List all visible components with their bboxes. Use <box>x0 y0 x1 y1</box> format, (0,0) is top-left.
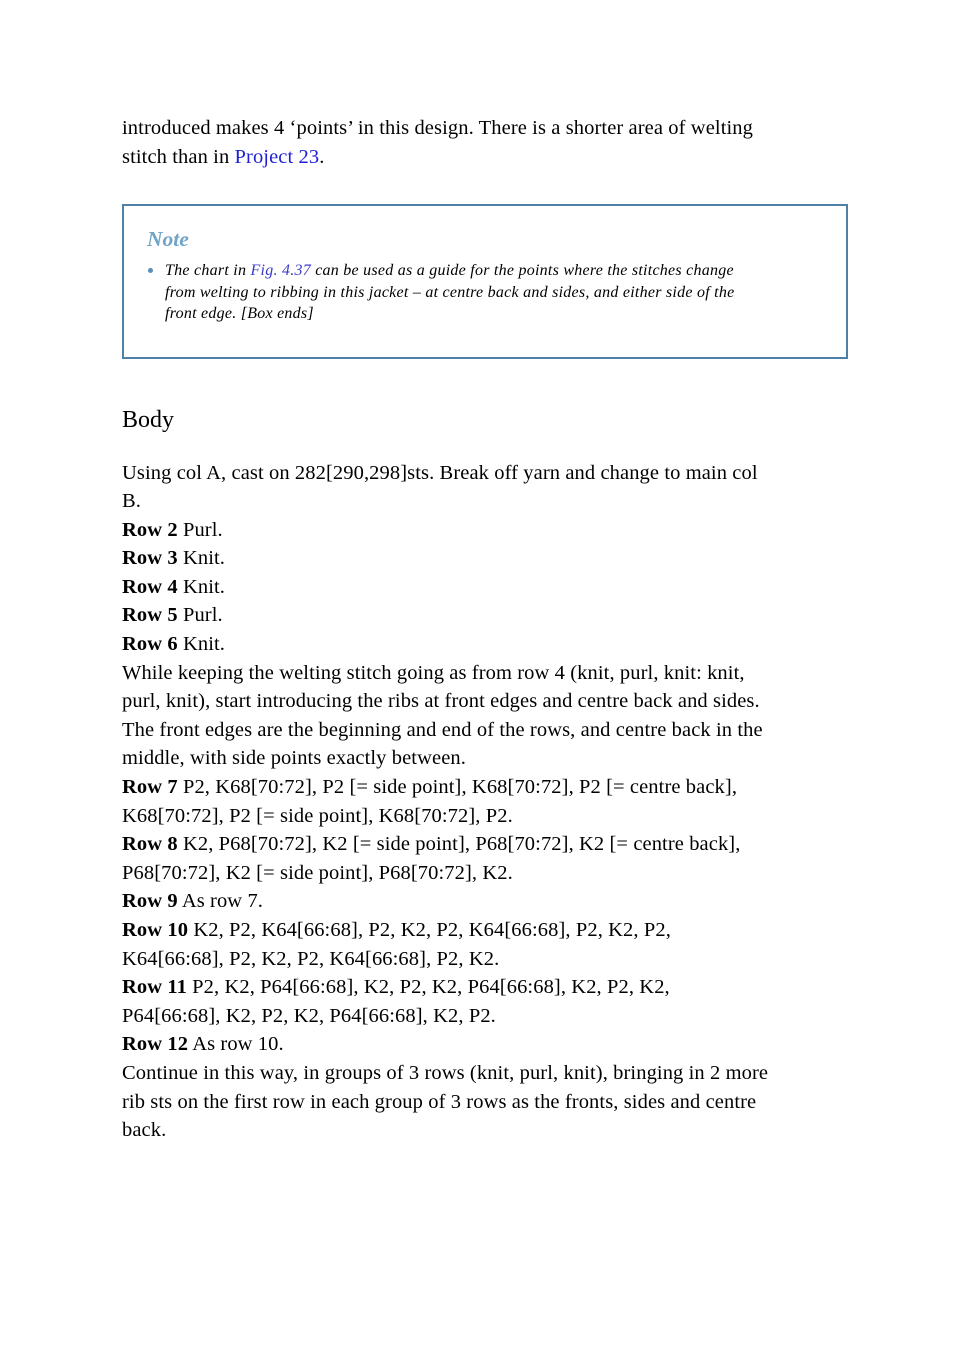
note-heading: Note <box>147 227 189 251</box>
pattern-text: Continue in this way, in groups of 3 rows (knit, purl, knit), bringing in 2 more <box>122 1061 769 1084</box>
pattern-line <box>122 487 852 516</box>
row-label: Row 3 <box>122 547 178 570</box>
pattern-line <box>122 887 852 916</box>
pattern-text: Knit. <box>177 547 226 570</box>
pattern-line <box>122 1002 852 1031</box>
pattern-text: P64[66:68], K2, P2, K2, P64[66:68], K2, P2. <box>122 1004 496 1027</box>
pattern-line <box>122 916 852 945</box>
note-text-line: from welting to ribbing in this jacket – at centre back and sides, and either side of the <box>165 283 735 301</box>
fig-4-37-link[interactable]: Fig. 4.37 <box>250 262 311 279</box>
pattern-text: Purl. <box>177 604 223 627</box>
pattern-text: K2, P2, K64[66:68], P2, K2, P2, K64[66:68], P2, K2, P2, <box>188 919 671 941</box>
pattern-line <box>122 687 852 716</box>
project-23-link[interactable]: Project 23 <box>234 146 320 168</box>
pattern-line <box>122 1030 852 1059</box>
pattern-line <box>122 744 852 773</box>
pattern-line <box>122 459 852 488</box>
note-text-line <box>165 260 822 282</box>
note-box <box>122 204 848 359</box>
pattern-text: purl, knit), start introducing the ribs at front edges and centre back and sides. <box>122 690 760 713</box>
pattern-line <box>122 802 852 831</box>
pattern-text: rib sts on the first row in each group of 3 rows as the fronts, sides and centre <box>122 1090 757 1113</box>
intro-paragraph <box>122 114 852 172</box>
pattern-line <box>122 544 852 573</box>
pattern-line <box>122 516 852 545</box>
pattern-line <box>122 573 852 602</box>
pattern-text: Purl. <box>177 518 223 541</box>
note-text: can be used as a guide for the points where the stitches change <box>310 262 734 279</box>
row-label: Row 4 <box>122 575 178 598</box>
intro-line: introduced makes 4 ‘points’ in this design. There is a shorter area of welting <box>122 117 753 139</box>
pattern-line <box>122 1116 852 1145</box>
document-page <box>0 114 970 1369</box>
pattern-text: B. <box>122 490 141 513</box>
pattern-text: back. <box>122 1119 167 1142</box>
row-label: Row 12 <box>122 1033 189 1056</box>
note-text-line: front edge. [Box ends] <box>165 305 314 322</box>
intro-line <box>122 143 852 172</box>
pattern-line <box>122 716 852 745</box>
pattern-text: Using col A, cast on 282[290,298]sts. Break off yarn and change to main col <box>122 461 758 484</box>
pattern-text: As row 7. <box>177 890 264 913</box>
row-label: Row 7 <box>122 776 178 799</box>
pattern-line <box>122 630 852 659</box>
pattern-line <box>122 859 852 888</box>
pattern-text: As row 10. <box>188 1033 284 1056</box>
pattern-text: middle, with side points exactly between. <box>122 747 466 770</box>
pattern-line <box>122 773 852 802</box>
row-label: Row 6 <box>122 633 178 656</box>
pattern-text: While keeping the welting stitch going as from row 4 (knit, purl, knit: knit, <box>122 661 745 684</box>
row-label: Row 10 <box>122 919 189 941</box>
pattern-text: K64[66:68], P2, K2, P2, K64[66:68], P2, K2. <box>122 947 500 970</box>
intro-text: . <box>319 146 325 168</box>
note-text: The chart in <box>165 262 251 279</box>
note-list <box>145 260 822 325</box>
body-heading: Body <box>122 406 175 433</box>
pattern-line <box>122 659 852 688</box>
pattern-text: The front edges are the beginning and end of the rows, and centre back in the <box>122 718 763 741</box>
pattern-instructions <box>122 459 852 1145</box>
note-list-item <box>145 260 822 325</box>
pattern-text: K2, P68[70:72], K2 [= side point], P68[70:72], K2 [= centre back], <box>177 833 741 856</box>
intro-text: stitch than in <box>122 146 235 168</box>
row-label: Row 2 <box>122 518 178 541</box>
row-label: Row 11 <box>122 976 187 999</box>
bullet-icon <box>148 268 153 273</box>
row-label: Row 8 <box>122 833 178 856</box>
pattern-text: P2, K2, P64[66:68], K2, P2, K2, P64[66:68], K2, P2, K2, <box>186 976 670 999</box>
pattern-text: P68[70:72], K2 [= side point], P68[70:72], K2. <box>122 861 513 884</box>
pattern-line <box>122 973 852 1002</box>
row-label: Row 5 <box>122 604 178 627</box>
pattern-text: Knit. <box>177 633 226 656</box>
page-content <box>0 114 852 1145</box>
pattern-line <box>122 601 852 630</box>
pattern-line <box>122 945 852 974</box>
pattern-line <box>122 1059 852 1088</box>
pattern-text: Knit. <box>177 575 226 598</box>
pattern-text: P2, K68[70:72], P2 [= side point], K68[70:72], P2 [= centre back], <box>177 776 738 799</box>
pattern-text: K68[70:72], P2 [= side point], K68[70:72], P2. <box>122 804 513 827</box>
pattern-line <box>122 1088 852 1117</box>
pattern-line <box>122 830 852 859</box>
row-label: Row 9 <box>122 890 178 913</box>
